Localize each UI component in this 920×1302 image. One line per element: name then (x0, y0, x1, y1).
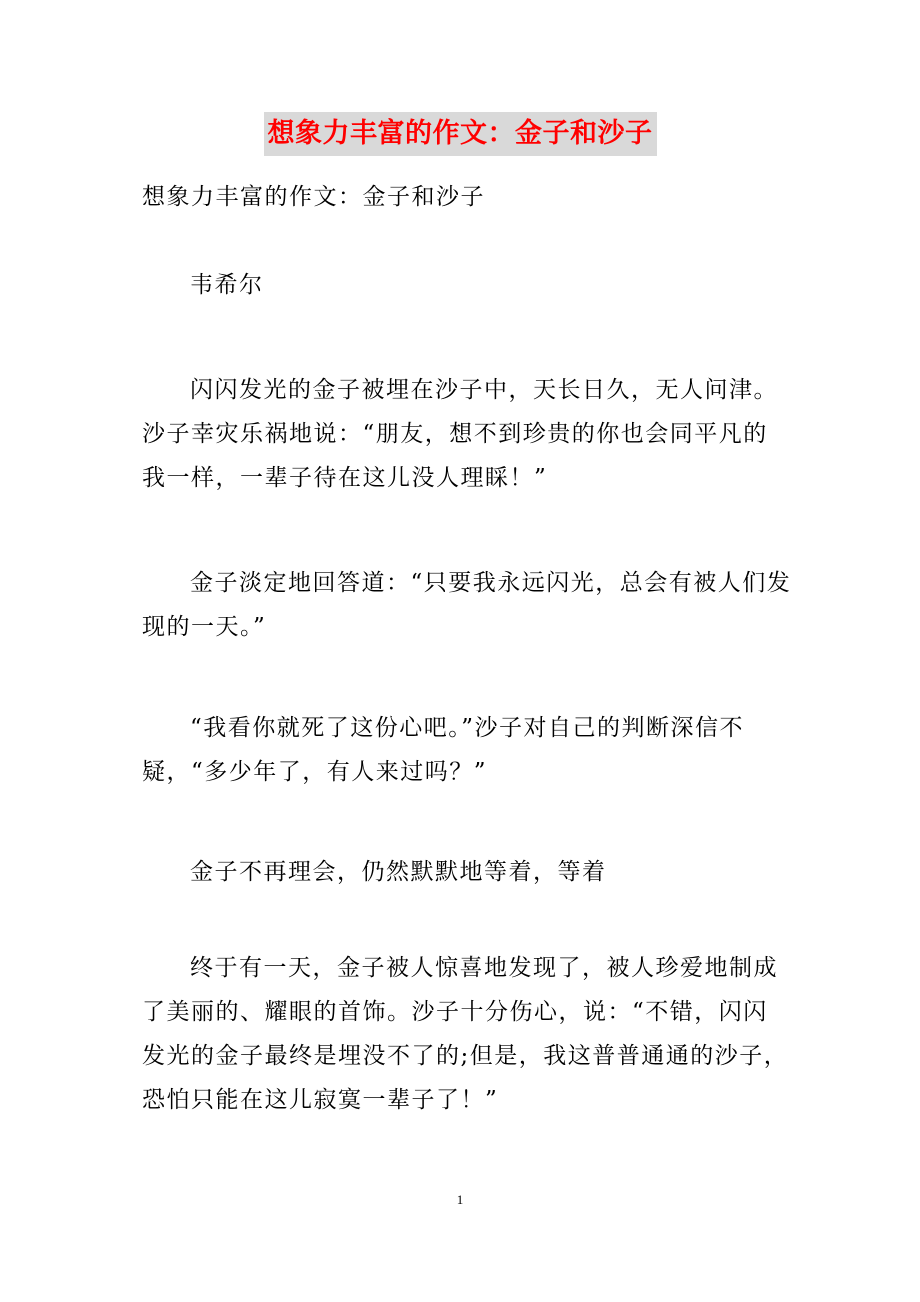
document-title: 想象力丰富的作文：金子和沙子 (264, 112, 657, 156)
page-number: 1 (456, 1192, 464, 1207)
paragraph-2: 金子淡定地回答道：“只要我永远闪光，总会有被人们发现的一天。” (142, 570, 792, 640)
document-subtitle: 想象力丰富的作文：金子和沙子 (142, 184, 485, 210)
paragraph-5: 终于有一天，金子被人惊喜地发现了，被人珍爱地制成了美丽的、耀眼的首饰。沙子十分伤心，说：“不错，闪闪发光的金子最终是埋没不了的;但是，我这普普通通的沙子，恐怕只能在这儿寂寞一辈子了！” (142, 955, 789, 1113)
paragraph-1: 闪闪发光的金子被埋在沙子中，天长日久，无人问津。沙子幸灾乐祸地说：“朋友，想不到珍贵的你也会同平凡的我一样，一辈子待在这儿没人理睬！” (142, 377, 778, 491)
author-name: 韦希尔 (190, 272, 264, 298)
paragraph-3: “我看你就死了这份心吧。”沙子对自己的判断深信不疑，“多少年了，有人来过吗？” (142, 715, 745, 785)
title-container (0, 112, 920, 156)
paragraph-4: 金子不再理会，仍然默默地等着，等着 (190, 859, 607, 885)
